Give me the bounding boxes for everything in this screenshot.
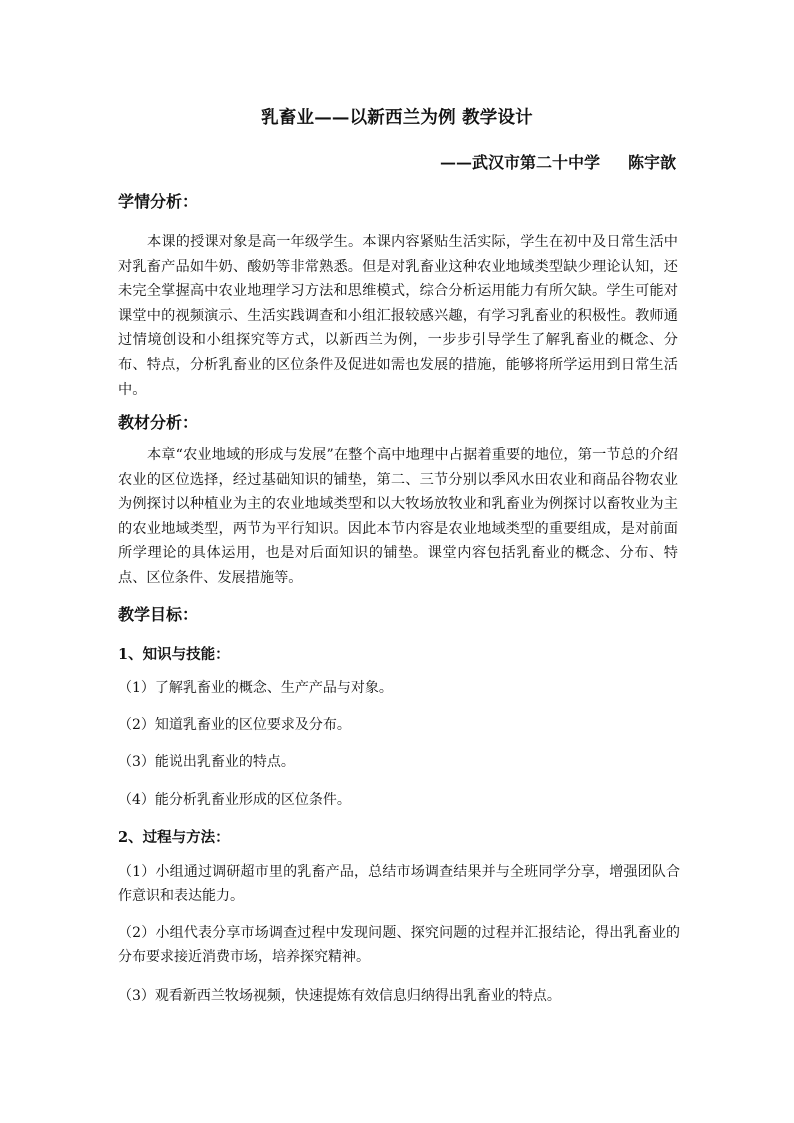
- heading-student-analysis: 学情分析：: [118, 192, 199, 211]
- objective-item: （3）观看新西兰牧场视频，快速提炼有效信息归纳得出乳畜业的特点。: [118, 988, 561, 1004]
- document-title: 乳畜业——以新西兰为例 教学设计: [261, 108, 533, 128]
- author-name: 陈宇歆: [627, 153, 676, 172]
- objective-item: （1）小组通过调研超市里的乳畜产品，总结市场调查结果并与全班同学分享，增强团队合作意识和表达能力。: [118, 864, 680, 904]
- author-line: [440, 150, 676, 173]
- heading-knowledge-skills: 1、知识与技能：: [118, 646, 230, 663]
- heading-textbook-analysis: 教材分析：: [118, 413, 199, 432]
- paragraph-student-analysis: 本课的授课对象是高一年级学生。本课内容紧贴生活实际，学生在初中及日常生活中对乳畜产品如牛奶、酸奶等非常熟悉。但是对乳畜业这种农业地域类型缺少理论认知，还未完全掌握高中农业地理学习方法和思维模式，综合分析运用能力有所欠缺。学生可能对课堂中的视频演示、生活实践调查和小组汇报较感兴趣，有学习乳畜业的积极性。教师通过情境创设和小组探究等方式，以新西兰为例，一步步引导学生了解乳畜业的概念、分布、特点，分析乳畜业的区位条件及促进如需也发展的措施，能够将所学运用到日常生活中。: [118, 234, 678, 398]
- objective-item: （2）小组代表分享市场调查过程中发现问题、探究问题的过程并汇报结论，得出乳畜业的分布要求接近消费市场，培养探究精神。: [118, 925, 680, 965]
- paragraph-textbook-analysis: 本章“农业地域的形成与发展”在整个高中地理中占据着重要的地位，第一节总的介绍农业的区位选择，经过基础知识的铺垫，第二、三节分别以季风水田农业和商品谷物农业为例探讨以种植业为主的农业地域类型和以大牧场放牧业和乳畜业为例探讨以畜牧业为主的农业地域类型，两节为平行知识。因此本节内容是农业地域类型的重要组成，是对前面所学理论的具体运用，也是对后面知识的铺垫。课堂内容包括乳畜业的概念、分布、特点、区位条件、发展措施等。: [118, 447, 678, 586]
- objective-item: （3）能说出乳畜业的特点。: [118, 754, 295, 770]
- author-school: ——武汉市第二十中学: [439, 153, 600, 172]
- objective-item: （4）能分析乳畜业形成的区位条件。: [118, 792, 351, 808]
- heading-objectives: 教学目标：: [118, 605, 199, 624]
- objective-item: （1）了解乳畜业的概念、生产产品与对象。: [118, 680, 393, 696]
- objective-item: （2）知道乳畜业的区位要求及分布。: [118, 717, 351, 733]
- heading-process-methods: 2、过程与方法：: [118, 829, 230, 846]
